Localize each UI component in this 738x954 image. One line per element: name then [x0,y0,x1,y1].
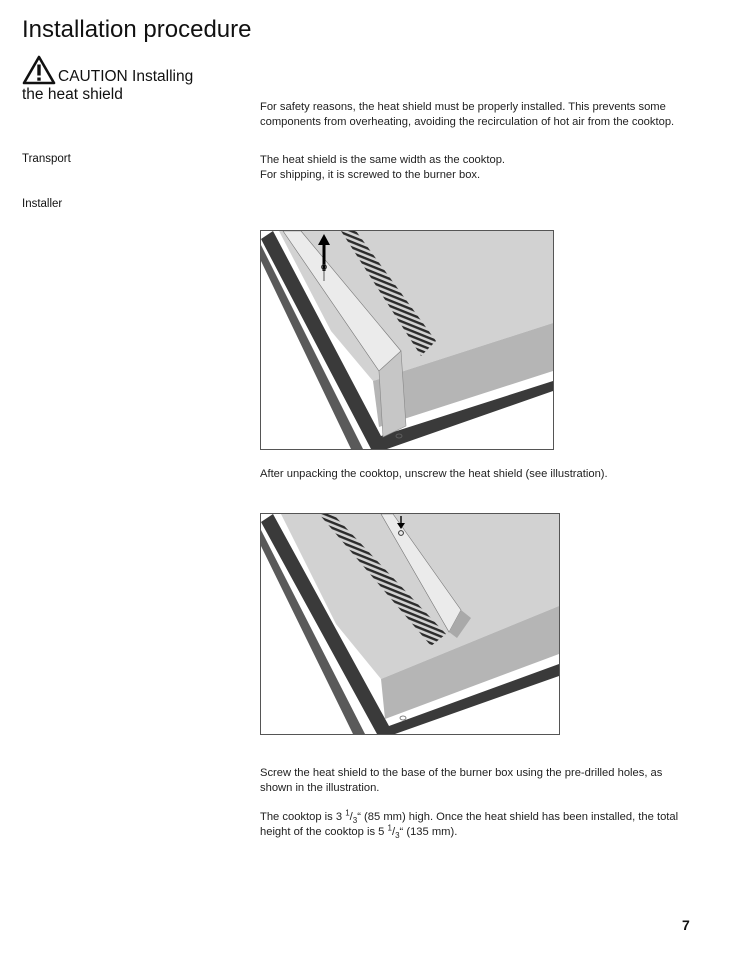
figure-unscrew-heat-shield [260,230,554,450]
transport-text [260,153,690,183]
caution-text: For safety reasons, the heat shield must be properly installed. This prevents some components from overheating, avoiding the recirculation of hot air from the cooktop. [260,101,675,128]
cooktop-height-text: The cooktop is 3 $^1/_3“$ (85 mm) high. Once the heat shield has been installed, the total height of the cooktop is 5 $^1/_3“$ (135 mm). [260,808,679,841]
page-title: Installation procedure [22,16,252,43]
page-number: 7 [682,917,690,933]
transport-line-2: For shipping, it is screwed to the burner box. [260,169,481,181]
transport-line-1: The heat shield is the same width as the cooktop. [260,154,506,166]
installer-label: Installer [22,198,63,210]
caution-heading [22,55,252,104]
figure2-caption: Screw the heat shield to the base of the burner box using the pre-drilled holes, as shown in the illustration. [260,767,663,794]
warning-triangle-icon [22,55,56,85]
transport-label: Transport [22,153,71,165]
height-fraction-numerator-1: 1 [345,808,350,818]
figure-screw-heat-shield [260,513,560,735]
height-text-part2: “ (85 mm) high. Once the heat shield has been installed, the total height of the cooktop is 5 [260,811,679,838]
figure1-caption: After unpacking the cooktop, unscrew the heat shield (see illustration). [260,468,608,480]
illustration-screw [261,514,559,734]
height-fraction-denominator-1: 3 [352,816,358,826]
caution-heading-line2: the heat shield [22,86,123,103]
illustration-unscrew [261,231,553,449]
height-text-part1: The cooktop is 3 [260,811,346,823]
caution-heading-line1: CAUTION Installing [58,68,194,85]
height-fraction-denominator-2: 3 [395,831,400,841]
height-fraction-numerator-2: 1 [387,823,392,833]
height-text-part3: “ (135 mm). [399,826,458,838]
